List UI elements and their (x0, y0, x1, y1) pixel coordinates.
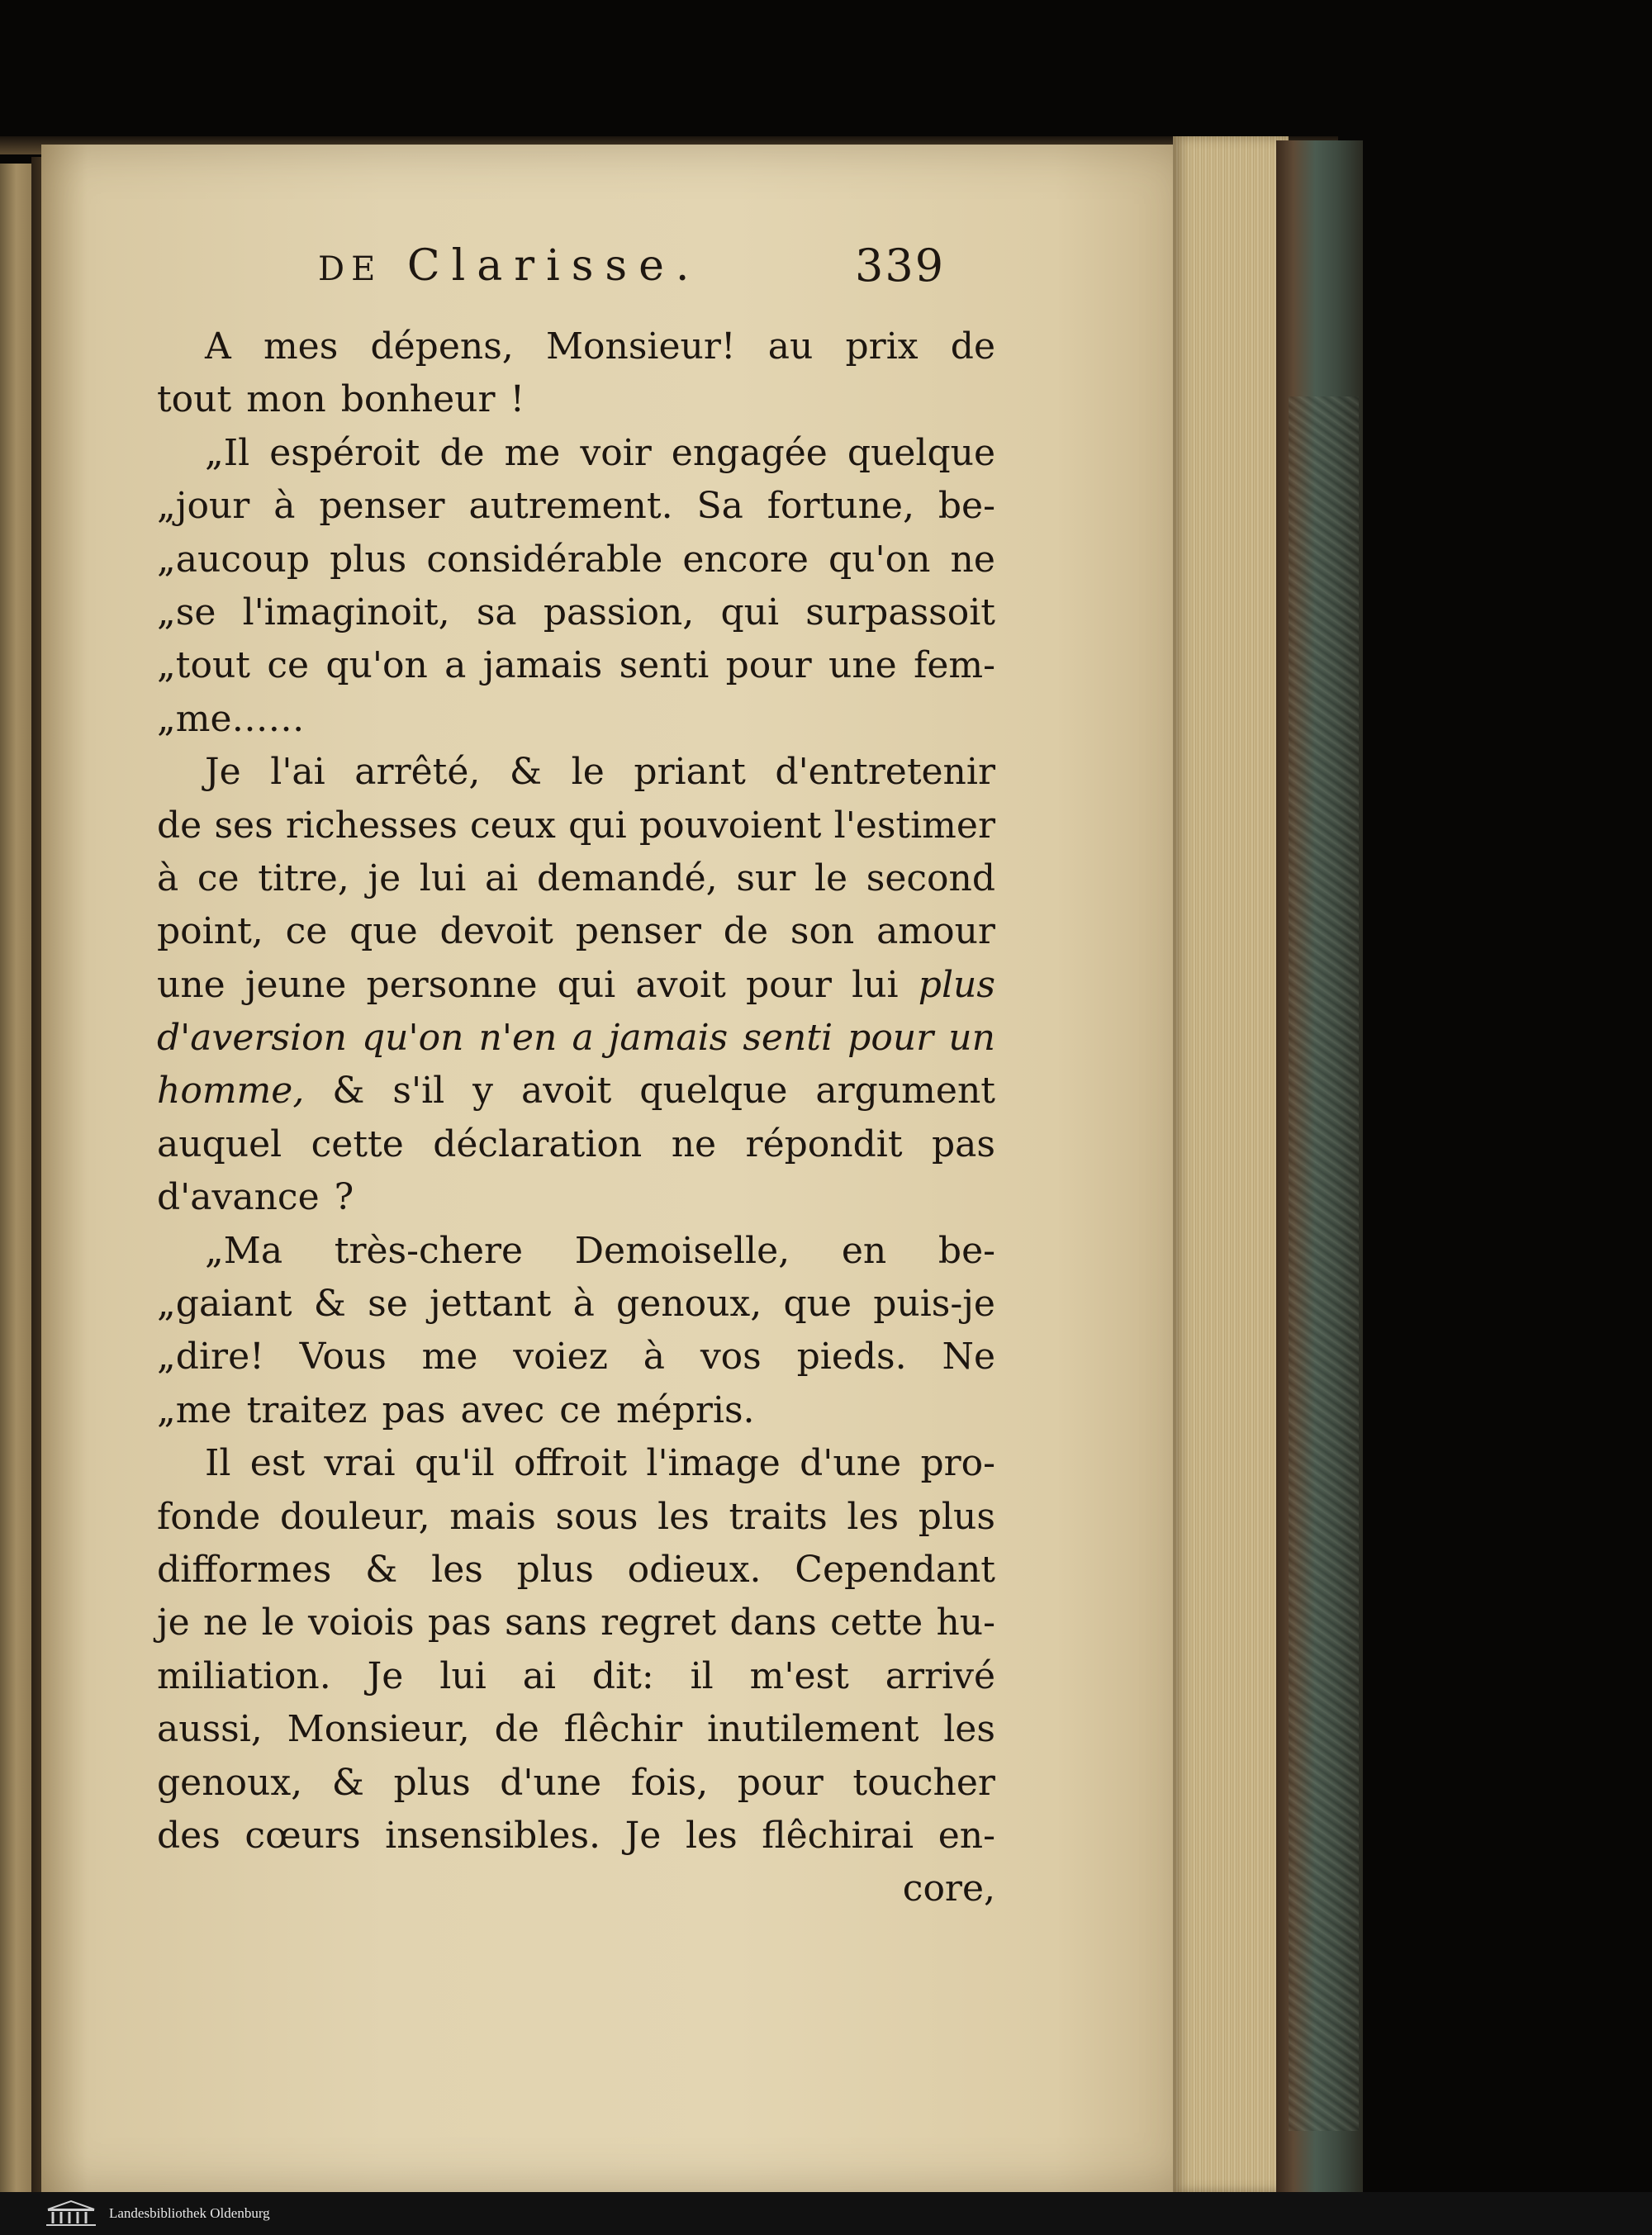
word: les (847, 1495, 900, 1538)
word: demandé, (536, 857, 718, 899)
word: Sa (696, 485, 743, 528)
word: le (571, 751, 605, 794)
word: de (494, 1708, 539, 1751)
word: d'aversion (157, 1017, 347, 1060)
word: Demoiselle, (574, 1229, 790, 1272)
word: Je (205, 751, 241, 794)
word: be- (938, 1229, 995, 1272)
word: „aucoup (157, 538, 311, 581)
word: puis-je (873, 1283, 995, 1326)
word: autrement. (468, 485, 673, 528)
word: devoit (439, 910, 553, 953)
word: Monsieur, (287, 1708, 470, 1751)
word: fonde (157, 1495, 261, 1538)
page-number: 339 (855, 240, 946, 292)
word: fortune, (767, 485, 914, 528)
word: traitez (246, 1388, 368, 1431)
running-head-de: DE (318, 250, 382, 288)
word: genoux, (616, 1283, 762, 1326)
word: s'il (392, 1070, 445, 1113)
word: d'une (800, 1442, 902, 1485)
word: titre, (258, 857, 349, 899)
word: arrêté, (354, 751, 481, 794)
text-line (157, 1862, 995, 1915)
word: „jour (157, 485, 250, 528)
word: pouvoient (638, 804, 822, 847)
word: richesses (285, 804, 458, 847)
word: ce (285, 910, 328, 953)
word: core, (902, 1867, 995, 1910)
word: le (261, 1602, 295, 1644)
word: penser (319, 485, 445, 528)
word: je (157, 1602, 190, 1644)
text-line (157, 1384, 995, 1437)
word: il (690, 1654, 714, 1697)
word: très-chere (334, 1229, 524, 1272)
word: toucher (852, 1761, 995, 1804)
word: Monsieur! (545, 325, 736, 368)
word: pour (737, 1761, 824, 1804)
word: à (643, 1336, 665, 1378)
word: à (572, 1283, 595, 1326)
word: plus (918, 1495, 995, 1538)
word: de (157, 804, 202, 847)
word: déclaration (433, 1122, 643, 1165)
word: qu'on (325, 644, 428, 687)
word: est (249, 1442, 306, 1485)
footer-bar (0, 2192, 1652, 2235)
word: ce (267, 644, 310, 687)
word: voir (580, 431, 652, 474)
word: Je (367, 1654, 404, 1697)
word: vrai (324, 1442, 396, 1485)
word: „me (157, 1388, 232, 1431)
word: second (866, 857, 995, 899)
word: lui (419, 857, 467, 899)
word: personne (366, 963, 538, 1006)
word: Cependant (795, 1548, 995, 1591)
word: plus (516, 1548, 594, 1591)
word: je (368, 857, 401, 899)
word: offroit (514, 1442, 628, 1485)
word: à (157, 857, 179, 899)
word: d'entretenir (775, 751, 995, 794)
text-line (157, 1757, 995, 1810)
word: „dire! (157, 1336, 264, 1378)
word: plus (330, 538, 407, 581)
word: passion, (543, 591, 695, 633)
word: se (368, 1283, 408, 1326)
text-line (157, 1650, 995, 1703)
word: Il (205, 1442, 231, 1485)
word: pro- (920, 1442, 995, 1485)
library-name: Landesbibliothek Oldenburg (109, 2205, 270, 2221)
word: plus (918, 963, 995, 1006)
word: traits (729, 1495, 828, 1538)
word: pour (725, 644, 812, 687)
word: fem- (914, 644, 995, 687)
text-line (157, 1810, 995, 1862)
word: jeune (244, 963, 347, 1006)
word: aussi, (157, 1708, 263, 1751)
word: ne (950, 538, 995, 581)
word: m'est (749, 1654, 849, 1697)
text-line (157, 1171, 995, 1224)
word: Ne (942, 1336, 995, 1378)
word: ses (214, 804, 273, 847)
text-line (157, 1544, 995, 1597)
word: pour (847, 1017, 934, 1060)
word: mes (263, 325, 339, 368)
text-line (157, 905, 995, 958)
word: jettant (430, 1283, 552, 1326)
word: qui (568, 804, 627, 847)
word: priant (634, 751, 746, 794)
word: les (431, 1548, 483, 1591)
word: les (943, 1708, 995, 1751)
word: de (950, 325, 995, 368)
text-line (157, 1703, 995, 1756)
word: que (783, 1283, 852, 1326)
word: fois, (630, 1761, 709, 1804)
text-line (157, 800, 995, 852)
word: son (790, 910, 855, 953)
word: sous (555, 1495, 638, 1538)
word: flêchir (563, 1708, 683, 1751)
word: d'une (500, 1761, 602, 1804)
text-line (157, 959, 995, 1012)
word: miliation. (157, 1654, 331, 1697)
word: odieux. (627, 1548, 762, 1591)
word: espéroit (269, 431, 420, 474)
word: pas (932, 1122, 995, 1165)
word: considérable (426, 538, 663, 581)
word: genoux, (157, 1761, 303, 1804)
word: mon (246, 378, 326, 421)
body-text (157, 320, 995, 1916)
text-line (157, 852, 995, 905)
word: sans (505, 1602, 587, 1644)
text-line (157, 1331, 995, 1383)
word: le (814, 857, 848, 899)
word: douleur, (279, 1495, 430, 1538)
word: & (313, 1283, 346, 1326)
word: arrivé (885, 1654, 995, 1697)
word: l'imaginoit, (242, 591, 450, 633)
word: & (332, 1070, 365, 1113)
word: avoit (635, 963, 726, 1006)
word: & (509, 751, 543, 794)
text-line (157, 480, 995, 533)
word: & (365, 1548, 398, 1591)
word: bonheur (340, 378, 496, 421)
word: quelque (847, 431, 995, 474)
word: A (205, 325, 231, 368)
word: que (349, 910, 418, 953)
word: ne (202, 1602, 249, 1644)
word: qu'on (362, 1017, 464, 1060)
word: jamais (482, 644, 603, 687)
word: ai (484, 857, 519, 899)
word: dépens, (370, 325, 514, 368)
word: lui (439, 1654, 487, 1697)
word: voiez (513, 1336, 608, 1378)
word: difformes (157, 1548, 332, 1591)
word: auquel (157, 1122, 282, 1165)
text-line (157, 1597, 995, 1649)
word: „me…… (157, 697, 305, 740)
word: „Il (205, 431, 250, 474)
word: prix (845, 325, 919, 368)
word: a (444, 644, 467, 687)
word: qu'on (828, 538, 931, 581)
word: pour (745, 963, 832, 1006)
text-line (157, 746, 995, 799)
text-line (157, 1118, 995, 1171)
running-head-title: Clarisse. (406, 241, 701, 291)
word: en- (938, 1814, 995, 1857)
word: avec (460, 1388, 545, 1431)
word: jamais (608, 1017, 729, 1060)
word: inutilement (706, 1708, 919, 1751)
library-building-icon (45, 2199, 97, 2228)
text-line (157, 534, 995, 586)
word: des (157, 1814, 221, 1857)
word: surpassoit (805, 591, 995, 633)
word: homme, (157, 1070, 305, 1113)
word: pieds. (796, 1336, 907, 1378)
text-line (157, 1491, 995, 1544)
word: mais (449, 1495, 536, 1538)
word: y (472, 1070, 494, 1113)
word: de (723, 910, 768, 953)
word: cœurs (244, 1814, 361, 1857)
text-line (157, 1437, 995, 1490)
text-line (157, 639, 995, 692)
text-line (157, 693, 995, 746)
word: senti (619, 644, 710, 687)
word: en (841, 1229, 887, 1272)
word: de (439, 431, 485, 474)
word: qui (720, 591, 780, 633)
running-head (318, 241, 700, 291)
word: a (572, 1017, 594, 1060)
word: pas (382, 1388, 446, 1431)
word: les (685, 1814, 738, 1857)
word: une (157, 963, 225, 1006)
page-block-edge (1173, 136, 1289, 2192)
text-line (157, 427, 995, 480)
marbled-cover-pattern (1289, 396, 1359, 2131)
word: tout (157, 378, 232, 421)
word: engagée (671, 431, 828, 474)
word: be- (938, 485, 995, 528)
word: l'estimer (833, 804, 995, 847)
text-line (157, 1065, 995, 1118)
word: ceux (470, 804, 556, 847)
word: ne (671, 1122, 717, 1165)
word: plus (393, 1761, 471, 1804)
word: pas (427, 1602, 491, 1644)
word: hu- (936, 1602, 995, 1644)
word: argument (815, 1070, 995, 1113)
word: ai (522, 1654, 556, 1697)
word: Je (624, 1814, 662, 1857)
word: mépris. (615, 1388, 755, 1431)
word: dit: (591, 1654, 654, 1697)
word: voiois (308, 1602, 415, 1644)
word: flêchirai (762, 1814, 914, 1857)
word: l'ai (270, 751, 325, 794)
word: & (331, 1761, 364, 1804)
text-line (157, 320, 995, 373)
word: une (828, 644, 897, 687)
word: „se (157, 591, 216, 633)
word: n'en (478, 1017, 558, 1060)
word: qui (557, 963, 616, 1006)
word: me (421, 1336, 478, 1378)
word: un (948, 1017, 995, 1060)
word: sur (736, 857, 796, 899)
word: l'image (646, 1442, 781, 1485)
text-line (157, 1225, 995, 1278)
word: senti (743, 1017, 833, 1060)
word: cette (830, 1602, 923, 1644)
word: Vous (299, 1336, 387, 1378)
text-line (157, 373, 995, 426)
word: ce (559, 1388, 601, 1431)
word: sa (476, 591, 517, 633)
word: encore (682, 538, 809, 581)
word: „tout (157, 644, 250, 687)
word: répondit (745, 1122, 903, 1165)
word: „gaiant (157, 1283, 292, 1326)
word: ? (334, 1176, 354, 1219)
word: qu'il (414, 1442, 495, 1485)
word: au (767, 325, 814, 368)
word: regret (601, 1602, 717, 1644)
text-line (157, 1012, 995, 1065)
text-line (157, 1278, 995, 1331)
text-line (157, 586, 995, 639)
word: amour (876, 910, 995, 953)
word: cette (311, 1122, 404, 1165)
word: d'avance (157, 1176, 320, 1219)
word: insensibles. (385, 1814, 601, 1857)
word: à (273, 485, 296, 528)
word: ce (197, 857, 240, 899)
word: vos (700, 1336, 762, 1378)
word: les (657, 1495, 710, 1538)
word: point, (157, 910, 263, 953)
word: me (504, 431, 561, 474)
word: avoit (520, 1070, 612, 1113)
word: ! (510, 378, 525, 421)
word: quelque (639, 1070, 788, 1113)
word: penser (575, 910, 701, 953)
word: lui (852, 963, 899, 1006)
word: dans (729, 1602, 817, 1644)
word: „Ma (205, 1229, 283, 1272)
